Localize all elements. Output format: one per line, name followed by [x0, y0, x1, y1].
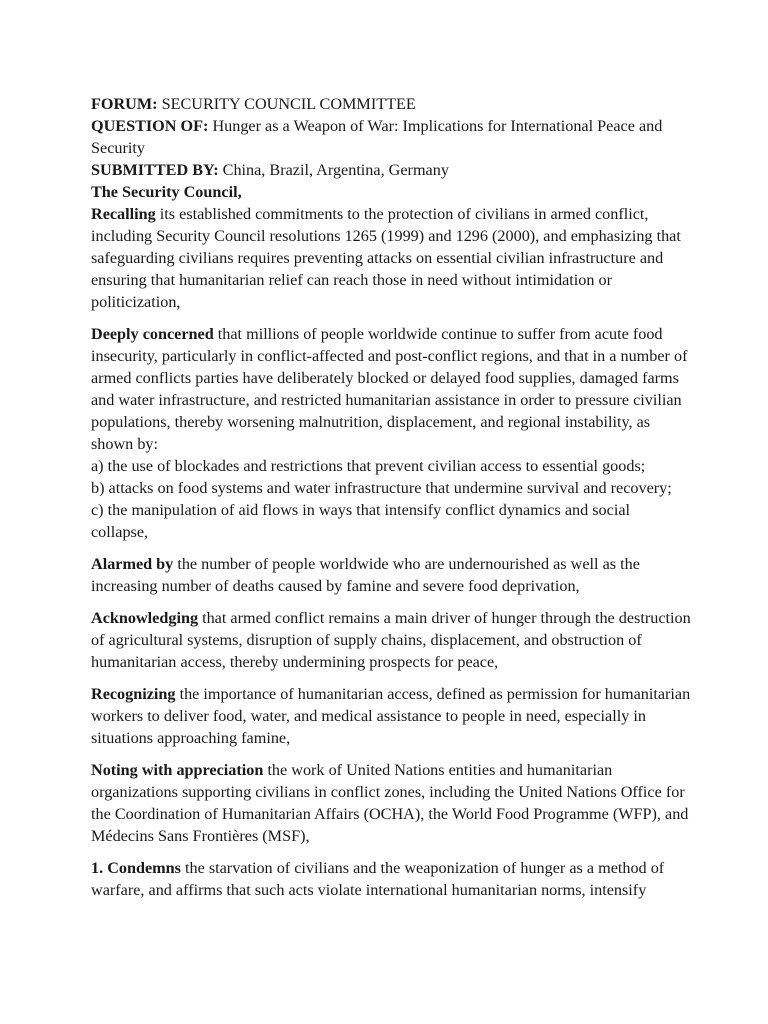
clause-noting-text: the work of United Nations entities and humanitarian organizations supporting civilians in conflict zones, including the United Nations Office for the Coordination of Humanitarian Affairs (OCHA), the World Food Programme (WFP), and Médecins Sans Frontières (MSF), — [91, 761, 689, 845]
clause-deeply-concerned-lead: Deeply concerned — [91, 325, 214, 343]
clause-recalling-lead: Recalling — [91, 205, 156, 223]
forum-value: SECURITY COUNCIL COMMITTEE — [157, 95, 416, 113]
clause-recalling-text: its established commitments to the protection of civilians in armed conflict, including Security Council resolutions 1265 (1999) and 1296 (2000), and emphasizing that safeguarding civilians requires preventing attacks on essential civilian infrastructure and ensuring that humanitarian relief can reach those in need without intimidation or politicization, — [91, 205, 681, 311]
clause-recognizing — [91, 683, 691, 749]
body-title — [91, 181, 691, 203]
clause-condemns-text: the starvation of civilians and the weaponization of hunger as a method of warfare, and affirms that such acts violate international humanitarian norms, intensify — [91, 859, 665, 899]
question-value: Hunger as a Weapon of War: Implications for International Peace and Security — [91, 117, 663, 157]
clause-condemns — [91, 857, 691, 901]
clause-condemns-lead: 1. Condemns — [91, 859, 181, 877]
question-label: QUESTION OF: — [91, 117, 209, 135]
clause-noting — [91, 759, 691, 847]
clause-deeply-concerned — [91, 323, 691, 455]
submitted-value: China, Brazil, Argentina, Germany — [218, 161, 449, 179]
forum-label: FORUM: — [91, 95, 158, 113]
forum-line — [91, 93, 691, 115]
body-title-text: The Security Council, — [91, 183, 242, 201]
clause-deeply-concerned-text: that millions of people worldwide continue to suffer from acute food insecurity, particularly in conflict-affected and post-conflict regions, and that in a number of armed conflicts parties have deliberately blocked or delayed food supplies, damaged farms and water infrastructure, and restricted humanitarian assistance in order to pressure civilian populations, thereby worsening malnutrition, displacement, and regional instability, as shown by: — [91, 325, 688, 453]
clause-recalling — [91, 203, 691, 313]
submitted-label: SUBMITTED BY: — [91, 161, 219, 179]
list-item: b) attacks on food systems and water infrastructure that undermine survival and recovery; — [91, 479, 672, 497]
clause-acknowledging-text: that armed conflict remains a main driver of hunger through the destruction of agricultural systems, disruption of supply chains, displacement, and obstruction of humanitarian access, thereby undermining prospects for peace, — [91, 609, 691, 671]
clause-recognizing-text: the importance of humanitarian access, defined as permission for humanitarian workers to deliver food, water, and medical assistance to people in need, especially in situations approaching famine, — [91, 685, 691, 747]
list-item: c) the manipulation of aid flows in ways that intensify conflict dynamics and social collapse, — [91, 501, 631, 541]
clause-alarmed-lead: Alarmed by — [91, 555, 174, 573]
clause-recognizing-lead: Recognizing — [91, 685, 176, 703]
clause-acknowledging — [91, 607, 691, 673]
question-line — [91, 115, 691, 159]
list-item: a) the use of blockades and restrictions that prevent civilian access to essential goods; — [91, 457, 646, 475]
submitted-line — [91, 159, 691, 181]
clause-alarmed-text: the number of people worldwide who are undernourished as well as the increasing number of deaths caused by famine and severe food deprivation, — [91, 555, 640, 595]
clause-noting-lead: Noting with appreciation — [91, 761, 264, 779]
clause-alarmed — [91, 553, 691, 597]
clause-acknowledging-lead: Acknowledging — [91, 609, 199, 627]
document-page — [91, 93, 691, 911]
